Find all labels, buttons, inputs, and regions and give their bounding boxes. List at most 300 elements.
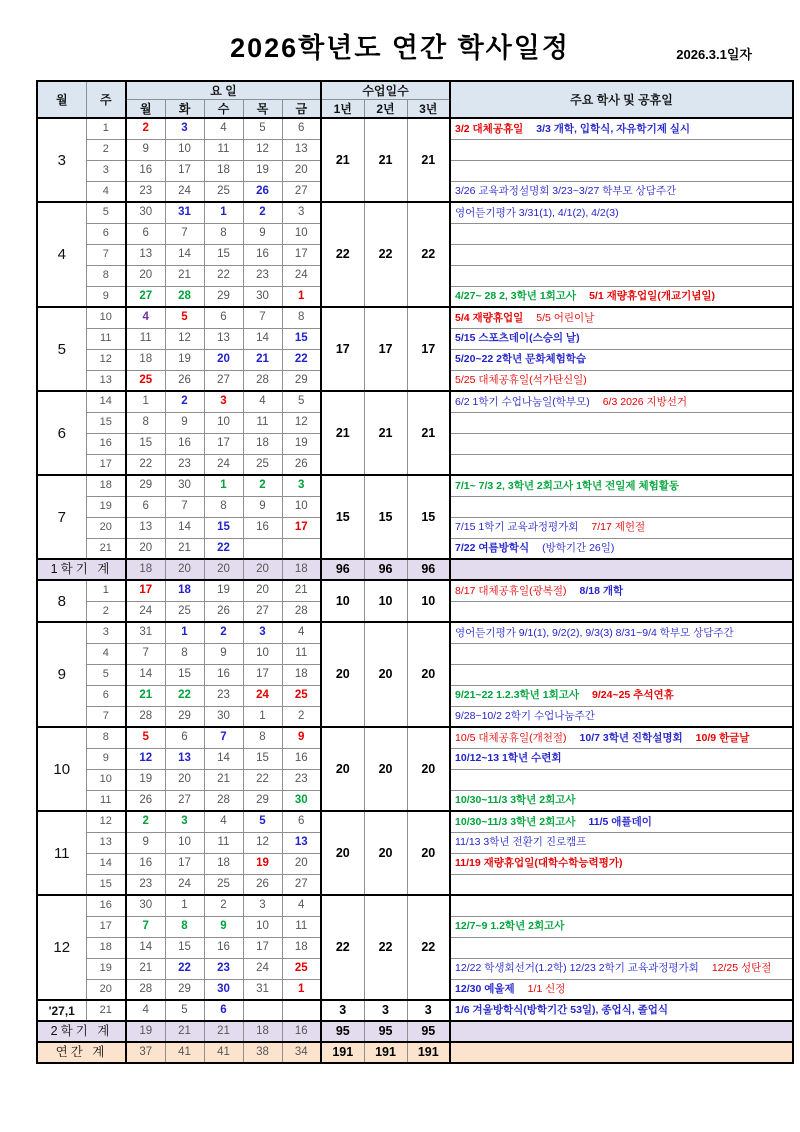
date-cell: 13 — [126, 517, 165, 538]
summary-day-total-cell: 34 — [282, 1042, 321, 1063]
date-cell: 31 — [165, 202, 204, 223]
date-cell: 14 — [165, 517, 204, 538]
date-cell: 17 — [282, 517, 321, 538]
week-number-cell: 1 — [86, 118, 126, 139]
date-cell: 21 — [126, 958, 165, 979]
date-cell: 25 — [126, 370, 165, 391]
date-cell: 4 — [282, 622, 321, 643]
header-weekday-tue: 화 — [165, 100, 204, 119]
header-weekday-wed: 수 — [204, 100, 243, 119]
date-cell: 2 — [243, 475, 282, 496]
date-cell: 26 — [282, 454, 321, 475]
date-cell: 29 — [126, 475, 165, 496]
class-days-cell: 20 — [321, 622, 364, 727]
calendar-table-body — [37, 118, 793, 1063]
date-cell: 17 — [126, 580, 165, 601]
date-cell: 17 — [204, 433, 243, 454]
date-cell: 9 — [243, 223, 282, 244]
month-cell: 7 — [37, 475, 86, 559]
date-cell: 3 — [165, 811, 204, 832]
summary-year-total-cell: 96 — [321, 559, 364, 580]
date-cell: 25 — [282, 958, 321, 979]
summary-year-total-cell: 96 — [364, 559, 407, 580]
date-cell: 19 — [204, 580, 243, 601]
week-number-cell: 17 — [86, 454, 126, 475]
date-cell: 1 — [126, 391, 165, 412]
summary-label-cell: 2학기 계 — [37, 1021, 126, 1042]
header-weekday-thu: 목 — [243, 100, 282, 119]
date-cell: 29 — [165, 706, 204, 727]
date-cell: 25 — [204, 874, 243, 895]
date-cell: 20 — [165, 769, 204, 790]
date-cell: 4 — [204, 811, 243, 832]
header-year-2: 2년 — [364, 100, 407, 119]
date-cell: 30 — [126, 202, 165, 223]
summary-day-total-cell: 38 — [243, 1042, 282, 1063]
date-cell: 3 — [243, 895, 282, 916]
date-cell: 11 — [243, 412, 282, 433]
date-cell: 21 — [204, 769, 243, 790]
event-cell — [450, 286, 793, 307]
week-row — [37, 202, 793, 223]
date-cell: 22 — [243, 769, 282, 790]
date-cell: 15 — [282, 328, 321, 349]
date-cell: 1 — [165, 895, 204, 916]
summary-year-total-cell: 191 — [321, 1042, 364, 1063]
date-cell: 16 — [243, 244, 282, 265]
date-cell: 12 — [243, 832, 282, 853]
date-cell: 10 — [282, 496, 321, 517]
date-cell: 10 — [165, 139, 204, 160]
date-cell: 3 — [282, 202, 321, 223]
date-cell: 21 — [243, 349, 282, 370]
date-cell: 28 — [126, 706, 165, 727]
date-cell: 4 — [204, 118, 243, 139]
class-days-cell: 22 — [364, 202, 407, 307]
date-cell — [243, 1000, 282, 1021]
date-cell: 8 — [126, 412, 165, 433]
date-cell: 24 — [204, 454, 243, 475]
week-number-cell: 8 — [86, 727, 126, 748]
week-number-cell: 21 — [86, 1000, 126, 1021]
date-cell: 14 — [243, 328, 282, 349]
event-cell — [450, 181, 793, 202]
event-text: 12/22 학생회선거(1.2학) 12/23 2학기 교육과정평가회 — [455, 962, 699, 975]
class-days-cell: 17 — [364, 307, 407, 391]
class-days-cell: 20 — [407, 727, 450, 811]
date-cell: 19 — [165, 349, 204, 370]
date-cell: 20 — [126, 265, 165, 286]
week-number-cell: 9 — [86, 748, 126, 769]
date-cell: 18 — [282, 664, 321, 685]
class-days-cell: 17 — [321, 307, 364, 391]
date-cell: 25 — [243, 454, 282, 475]
event-text: 9/28~10/2 2학기 수업나눔주간 — [455, 710, 595, 722]
event-cell — [450, 601, 793, 622]
effective-date-label: 2026.3.1일자 — [676, 47, 752, 62]
week-number-cell: 10 — [86, 769, 126, 790]
event-text: 9/24~25 추석연휴 — [592, 689, 674, 702]
event-text: 11/5 애플데이 — [588, 815, 652, 828]
class-days-cell: 20 — [407, 622, 450, 727]
week-number-cell: 8 — [86, 265, 126, 286]
class-days-cell: 21 — [364, 391, 407, 475]
summary-year-total-cell: 191 — [364, 1042, 407, 1063]
date-cell: 11 — [282, 916, 321, 937]
date-cell: 14 — [126, 937, 165, 958]
date-cell: 24 — [243, 958, 282, 979]
date-cell: 2 — [126, 118, 165, 139]
date-cell: 21 — [165, 538, 204, 559]
date-cell: 17 — [243, 937, 282, 958]
week-number-cell: 12 — [86, 349, 126, 370]
date-cell — [282, 538, 321, 559]
date-cell: 7 — [243, 307, 282, 328]
event-text: 3/2 대체공휴일 — [455, 122, 524, 135]
date-cell: 15 — [126, 433, 165, 454]
event-cell — [450, 118, 793, 139]
date-cell: 5 — [165, 1000, 204, 1021]
summary-day-total-cell: 18 — [282, 559, 321, 580]
date-cell: 24 — [165, 874, 204, 895]
event-text: 12/30 예울제 — [455, 983, 515, 995]
calendar-table — [36, 80, 794, 1064]
event-cell — [450, 580, 793, 601]
event-text: 10/30~11/3 3학년 2회고사 — [455, 794, 576, 806]
week-row — [37, 1000, 793, 1021]
date-cell: 8 — [204, 496, 243, 517]
event-cell — [450, 811, 793, 832]
date-cell: 21 — [282, 580, 321, 601]
date-cell: 10 — [165, 832, 204, 853]
date-cell: 18 — [204, 160, 243, 181]
date-cell: 2 — [204, 895, 243, 916]
date-cell: 20 — [126, 538, 165, 559]
date-cell: 6 — [126, 223, 165, 244]
date-cell: 13 — [126, 244, 165, 265]
event-text: 10/9 한글날 — [695, 731, 750, 744]
date-cell: 7 — [126, 643, 165, 664]
date-cell: 18 — [204, 853, 243, 874]
date-cell: 28 — [243, 370, 282, 391]
date-cell: 12 — [165, 328, 204, 349]
event-text: 영어듣기평가 9/1(1), 9/2(2), 9/3(3) 8/31~9/4 학부모 상담주간 — [455, 626, 734, 639]
date-cell: 5 — [243, 118, 282, 139]
header-month: 월 — [37, 81, 86, 118]
date-cell: 29 — [204, 286, 243, 307]
date-cell: 9 — [126, 832, 165, 853]
header-classdays-group: 수업일수 — [321, 81, 450, 100]
week-row — [37, 895, 793, 916]
class-days-cell: 22 — [321, 895, 364, 1000]
event-cell — [450, 622, 793, 643]
event-cell — [450, 244, 793, 265]
week-number-cell: 3 — [86, 622, 126, 643]
event-text: 9/21~22 1.2.3학년 1회고사 — [455, 689, 580, 702]
date-cell: 1 — [204, 475, 243, 496]
date-cell: 24 — [165, 181, 204, 202]
month-cell: 6 — [37, 391, 86, 475]
title-row — [0, 26, 800, 74]
date-cell: 28 — [282, 601, 321, 622]
summary-day-total-cell: 41 — [204, 1042, 243, 1063]
date-cell: 30 — [126, 895, 165, 916]
week-number-cell: 13 — [86, 370, 126, 391]
event-cell — [450, 391, 793, 412]
event-text: 1/6 겨울방학식(방학기간 53일), 종업식, 졸업식 — [455, 1004, 669, 1017]
event-cell — [450, 832, 793, 853]
week-row — [37, 622, 793, 643]
date-cell: 27 — [282, 181, 321, 202]
date-cell: 15 — [204, 517, 243, 538]
event-cell — [450, 727, 793, 748]
week-row — [37, 475, 793, 496]
week-number-cell: 11 — [86, 328, 126, 349]
class-days-cell: 20 — [321, 727, 364, 811]
date-cell: 30 — [282, 790, 321, 811]
date-cell: 9 — [165, 412, 204, 433]
date-cell: 23 — [243, 265, 282, 286]
event-text: 5/1 재량휴업일(개교기념일) — [589, 290, 716, 302]
event-cell — [450, 223, 793, 244]
date-cell: 11 — [282, 643, 321, 664]
event-text: 5/15 스포츠데이(스승의 날) — [455, 332, 580, 345]
date-cell: 22 — [126, 454, 165, 475]
summary-day-total-cell: 20 — [165, 559, 204, 580]
date-cell: 3 — [204, 391, 243, 412]
date-cell: 10 — [282, 223, 321, 244]
week-row — [37, 391, 793, 412]
date-cell: 17 — [282, 244, 321, 265]
date-cell: 23 — [126, 181, 165, 202]
summary-day-total-cell: 20 — [243, 559, 282, 580]
date-cell — [243, 538, 282, 559]
header-weekday-fri: 금 — [282, 100, 321, 119]
date-cell: 9 — [126, 139, 165, 160]
event-cell — [450, 853, 793, 874]
week-row — [37, 118, 793, 139]
header-year-1: 1년 — [321, 100, 364, 119]
date-cell: 9 — [243, 496, 282, 517]
week-number-cell: 18 — [86, 475, 126, 496]
summary-day-total-cell: 16 — [282, 1021, 321, 1042]
date-cell: 26 — [243, 181, 282, 202]
date-cell: 2 — [243, 202, 282, 223]
event-text: 3/3 개학, 입학식, 자유학기제 실시 — [536, 122, 691, 135]
class-days-cell: 20 — [321, 811, 364, 895]
date-cell: 23 — [204, 685, 243, 706]
class-days-cell: 22 — [407, 202, 450, 307]
date-cell: 20 — [243, 580, 282, 601]
event-cell — [450, 202, 793, 223]
date-cell: 25 — [204, 181, 243, 202]
header-events: 주요 학사 및 공휴일 — [450, 81, 793, 118]
date-cell: 8 — [243, 727, 282, 748]
event-text: 11/13 3학년 전환기 진로캠프 — [455, 836, 587, 849]
event-cell — [450, 328, 793, 349]
date-cell: 30 — [204, 706, 243, 727]
date-cell: 14 — [165, 244, 204, 265]
month-cell: 8 — [37, 580, 86, 622]
summary-row — [37, 559, 793, 580]
event-cell — [450, 265, 793, 286]
month-cell: 11 — [37, 811, 86, 895]
date-cell: 24 — [126, 601, 165, 622]
date-cell: 7 — [165, 496, 204, 517]
date-cell: 16 — [282, 748, 321, 769]
week-number-cell: 20 — [86, 979, 126, 1000]
header-year-3: 3년 — [407, 100, 450, 119]
date-cell: 3 — [165, 118, 204, 139]
event-cell — [450, 349, 793, 370]
date-cell: 28 — [126, 979, 165, 1000]
date-cell: 23 — [126, 874, 165, 895]
date-cell: 20 — [282, 160, 321, 181]
week-number-cell: 14 — [86, 853, 126, 874]
date-cell: 22 — [165, 958, 204, 979]
event-cell — [450, 160, 793, 181]
date-cell: 16 — [204, 664, 243, 685]
class-days-cell: 21 — [321, 118, 364, 202]
summary-row — [37, 1021, 793, 1042]
event-cell — [450, 412, 793, 433]
date-cell: 18 — [165, 580, 204, 601]
week-number-cell: 6 — [86, 223, 126, 244]
date-cell: 9 — [204, 643, 243, 664]
summary-event-cell — [450, 559, 793, 580]
date-cell: 31 — [126, 622, 165, 643]
summary-day-total-cell: 41 — [165, 1042, 204, 1063]
date-cell: 7 — [165, 223, 204, 244]
week-number-cell: 10 — [86, 307, 126, 328]
date-cell: 15 — [243, 748, 282, 769]
date-cell: 8 — [165, 643, 204, 664]
event-cell — [450, 454, 793, 475]
event-text: 10/12~13 1학년 수련회 — [455, 752, 562, 765]
class-days-cell: 10 — [364, 580, 407, 622]
summary-year-total-cell: 95 — [407, 1021, 450, 1042]
event-cell — [450, 538, 793, 559]
date-cell: 3 — [243, 622, 282, 643]
date-cell: 27 — [204, 370, 243, 391]
summary-event-cell — [450, 1021, 793, 1042]
class-days-cell: 22 — [364, 895, 407, 1000]
summary-row — [37, 1042, 793, 1063]
date-cell: 4 — [243, 391, 282, 412]
date-cell: 11 — [126, 328, 165, 349]
summary-year-total-cell: 191 — [407, 1042, 450, 1063]
event-text: 6/3 2026 지방선거 — [602, 395, 688, 408]
date-cell: 13 — [204, 328, 243, 349]
date-cell: 9 — [282, 727, 321, 748]
month-cell: 9 — [37, 622, 86, 727]
date-cell: 8 — [282, 307, 321, 328]
date-cell: 6 — [282, 811, 321, 832]
month-cell: 4 — [37, 202, 86, 307]
class-days-cell: 3 — [364, 1000, 407, 1021]
date-cell: 6 — [204, 1000, 243, 1021]
calendar-header — [37, 81, 793, 118]
month-cell: 3 — [37, 118, 86, 202]
week-number-cell: 7 — [86, 244, 126, 265]
date-cell: 13 — [282, 139, 321, 160]
date-cell: 28 — [204, 790, 243, 811]
date-cell: 16 — [165, 433, 204, 454]
date-cell: 4 — [282, 895, 321, 916]
week-number-cell: 16 — [86, 433, 126, 454]
event-cell — [450, 874, 793, 895]
date-cell: 16 — [204, 937, 243, 958]
event-cell — [450, 685, 793, 706]
class-days-cell: 15 — [321, 475, 364, 559]
event-text: 7/1~ 7/3 2, 3학년 2회고사 1학년 전일제 체험활동 — [455, 479, 680, 492]
class-days-cell: 21 — [364, 118, 407, 202]
week-number-cell: 14 — [86, 391, 126, 412]
event-text: 3/26 교육과정설명회 3/23~3/27 학부모 상담주간 — [455, 185, 677, 197]
week-number-cell: 3 — [86, 160, 126, 181]
date-cell: 18 — [126, 349, 165, 370]
week-number-cell: 1 — [86, 580, 126, 601]
week-number-cell: 17 — [86, 916, 126, 937]
week-row — [37, 580, 793, 601]
event-text: 5/5 어린이날 — [536, 311, 595, 324]
date-cell: 18 — [282, 937, 321, 958]
date-cell: 4 — [126, 1000, 165, 1021]
date-cell: 5 — [126, 727, 165, 748]
class-days-cell: 15 — [407, 475, 450, 559]
date-cell: 1 — [243, 706, 282, 727]
summary-year-total-cell: 95 — [321, 1021, 364, 1042]
event-cell — [450, 706, 793, 727]
date-cell: 19 — [243, 853, 282, 874]
summary-day-total-cell: 18 — [126, 559, 165, 580]
date-cell: 10 — [243, 643, 282, 664]
class-days-cell: 20 — [364, 727, 407, 811]
week-number-cell: 21 — [86, 538, 126, 559]
month-cell: 12 — [37, 895, 86, 1000]
date-cell: 26 — [165, 370, 204, 391]
date-cell: 29 — [165, 979, 204, 1000]
summary-label-cell: 1학기 계 — [37, 559, 126, 580]
event-text: (방학기간 26일) — [542, 542, 615, 554]
date-cell: 2 — [126, 811, 165, 832]
date-cell: 3 — [282, 475, 321, 496]
summary-label-cell: 연간 계 — [37, 1042, 126, 1063]
date-cell: 6 — [126, 496, 165, 517]
week-row — [37, 811, 793, 832]
date-cell: 5 — [165, 307, 204, 328]
event-cell — [450, 916, 793, 937]
class-days-cell: 20 — [364, 811, 407, 895]
date-cell: 6 — [165, 727, 204, 748]
date-cell: 12 — [243, 139, 282, 160]
date-cell: 6 — [282, 118, 321, 139]
event-text: 1/1 신정 — [527, 983, 566, 995]
date-cell: 22 — [282, 349, 321, 370]
date-cell: 2 — [204, 622, 243, 643]
summary-year-total-cell: 96 — [407, 559, 450, 580]
week-number-cell: 19 — [86, 958, 126, 979]
date-cell: 7 — [204, 727, 243, 748]
week-row — [37, 727, 793, 748]
date-cell: 5 — [243, 811, 282, 832]
week-number-cell: 19 — [86, 496, 126, 517]
summary-day-total-cell: 21 — [165, 1021, 204, 1042]
event-text: 7/22 여름방학식 — [455, 542, 530, 554]
event-cell — [450, 370, 793, 391]
date-cell: 25 — [282, 685, 321, 706]
date-cell: 26 — [204, 601, 243, 622]
